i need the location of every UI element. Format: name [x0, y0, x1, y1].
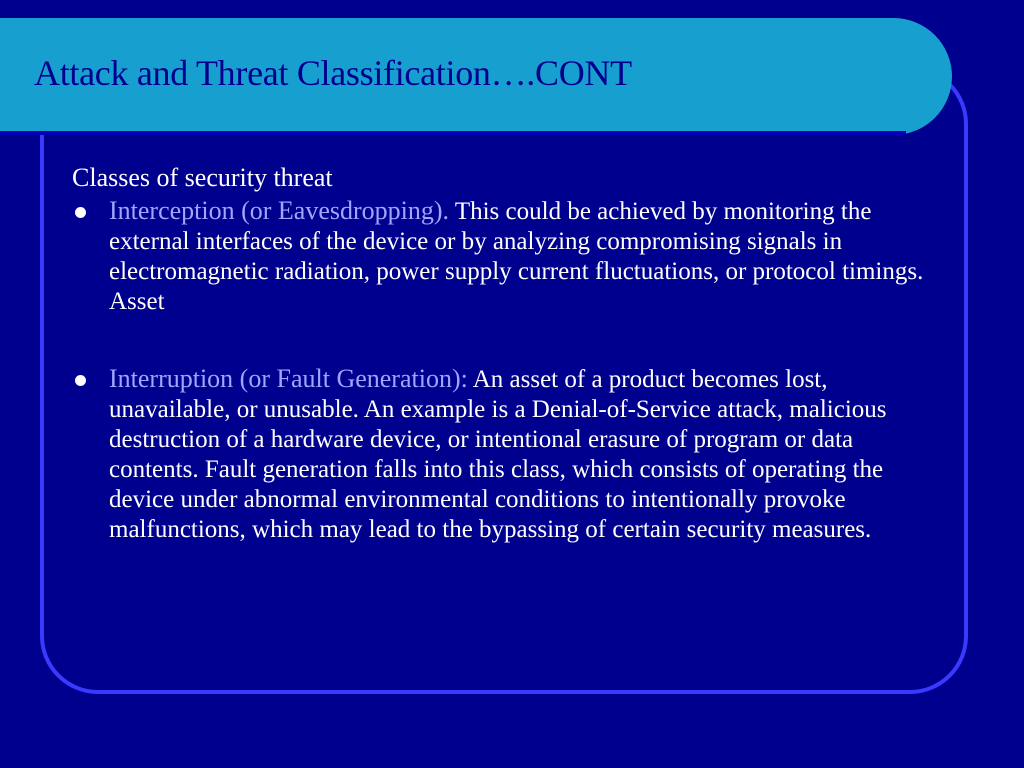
bullet-dot-icon [75, 207, 86, 218]
bullet-description: This could be achieved by monitoring the external interfaces of the device or by analyzing compromising signals in electromagnetic radiation, power supply current fluctuations, or protocol timings. Asset [109, 198, 924, 315]
bullet-item-interception [72, 196, 942, 317]
bullet-description: An asset of a product becomes lost, unavailable, or unusable. An example is a Denial-of-Service attack, malicious destruction of a hardware device, or intentional erasure of program or data contents. Fault generation falls into this class, which consists of operating the device under abnormal environmental conditions to intentionally provoke malfunctions, which may lead to the bypassing of certain security measures. [109, 366, 887, 543]
bullet-term: Interception (or Eavesdropping). [109, 196, 450, 225]
bullet-item-interruption [72, 364, 942, 545]
bullet-dot-icon [75, 375, 86, 386]
section-heading: Classes of security threat [72, 163, 333, 192]
slide-body [72, 162, 942, 545]
bullet-term: Interruption (or Fault Generation): [109, 364, 468, 393]
bullet-list [72, 196, 942, 545]
slide-title: Attack and Threat Classification….CONT [34, 53, 632, 93]
title-underline [0, 131, 906, 135]
